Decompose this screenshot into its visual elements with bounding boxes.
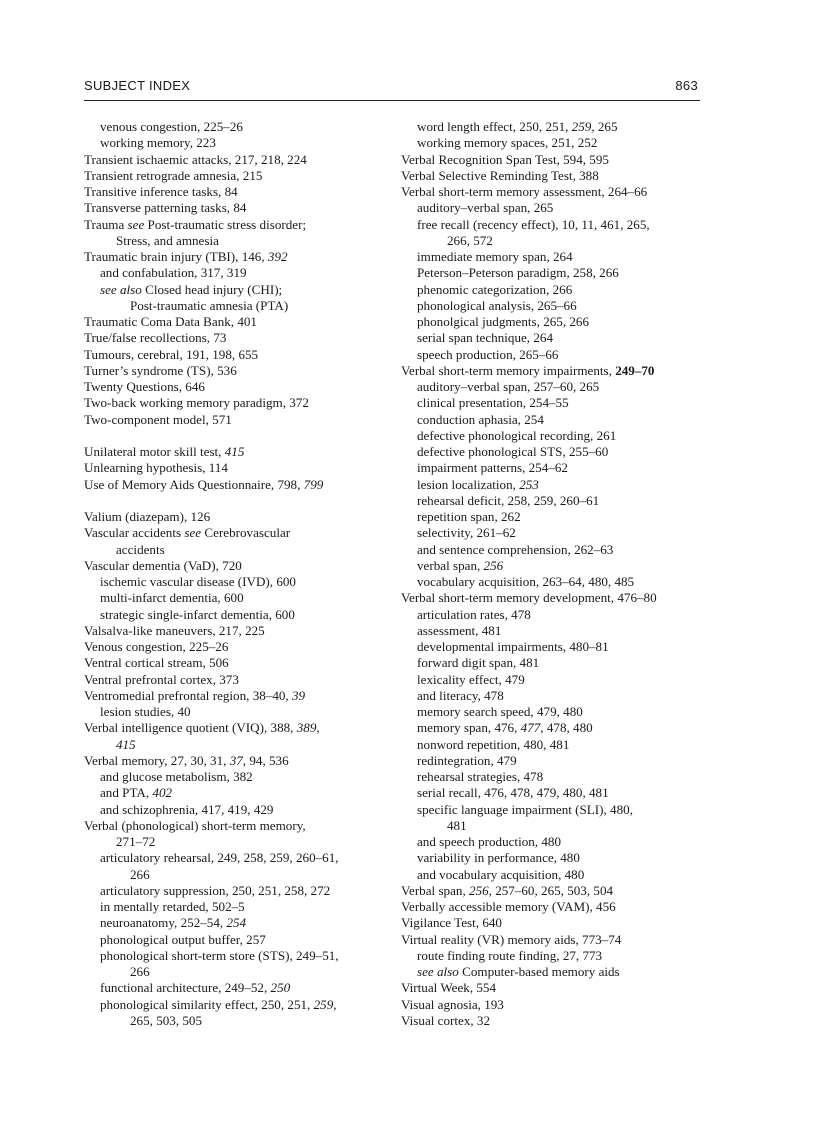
entry-text: verbal span,	[417, 557, 484, 573]
entry-text: phonolgical judgments, 265, 266	[417, 314, 590, 329]
index-subentry	[401, 558, 711, 574]
index-subentry	[401, 298, 711, 314]
entry-text: phenomic categorization, 266	[417, 281, 573, 297]
index-subentry	[401, 785, 711, 801]
entry-text: Verbal short-term memory development, 476–80	[401, 590, 657, 606]
entry-text: Unlearning hypothesis, 114	[84, 460, 228, 476]
entry-text: Transient ischaemic attacks, 217, 218, 224	[84, 151, 307, 167]
index-subentry	[84, 802, 394, 818]
index-entry	[84, 249, 394, 265]
index-subentry	[401, 769, 711, 785]
index-entry	[84, 720, 394, 736]
index-entry	[84, 460, 394, 476]
entry-text: Ventral prefrontal cortex, 373	[84, 671, 239, 687]
entry-text: Verbal Selective Reminding Test, 388	[401, 167, 599, 183]
entry-text: and schizophrenia, 417, 419, 429	[100, 801, 274, 817]
index-subentry	[401, 964, 711, 980]
index-subentry	[401, 802, 711, 818]
index-subentry	[401, 623, 711, 639]
index-subentry	[401, 542, 711, 558]
entry-text: Traumatic Coma Data Bank, 401	[84, 314, 257, 329]
entry-text: auditory–verbal span, 265	[417, 200, 554, 216]
index-subentry	[401, 282, 711, 298]
entry-text: 392	[267, 249, 288, 264]
entry-text: rehearsal deficit, 258, 259, 260–61	[417, 492, 600, 508]
entry-text: see	[127, 216, 145, 232]
entry-text: 266, 572	[447, 232, 493, 248]
index-subentry	[401, 655, 711, 671]
entry-text: 266	[130, 866, 150, 882]
index-subentry	[401, 850, 711, 866]
entry-text: Virtual Week, 554	[401, 980, 497, 996]
entry-text: Verbal short-term memory assessment, 264–66	[401, 184, 648, 199]
entry-text: 799	[303, 476, 324, 492]
header-rule	[84, 100, 700, 101]
index-entry	[401, 932, 711, 948]
entry-text: True/false recollections, 73	[84, 330, 227, 346]
entry-text: , 94, 536	[242, 752, 289, 768]
index-subentry	[401, 493, 711, 509]
entry-text: free recall (recency effect), 10, 11, 461, 265,	[417, 216, 650, 232]
index-entry	[84, 168, 394, 184]
index-subentry	[84, 948, 394, 964]
letter-group-gap	[84, 493, 394, 509]
index-entry-continuation	[84, 737, 394, 753]
index-entry	[401, 997, 711, 1013]
index-subentry	[401, 200, 711, 216]
index-entry	[84, 379, 394, 395]
entry-text: nonword repetition, 480, 481	[417, 736, 570, 752]
entry-text: Vigilance Test, 640	[401, 915, 502, 931]
entry-text: 402	[152, 785, 173, 801]
index-subentry	[401, 119, 711, 135]
index-entry	[401, 883, 711, 899]
entry-text: 249–70	[615, 362, 655, 378]
entry-text: strategic single-infarct dementia, 600	[100, 606, 295, 622]
entry-text: Vascular accidents	[84, 525, 185, 541]
index-subentry	[84, 119, 394, 135]
index-entry-continuation	[401, 818, 711, 834]
entry-text: Venous congestion, 225–26	[84, 639, 229, 654]
entry-text: working memory spaces, 251, 252	[417, 135, 598, 151]
entry-text: 256	[469, 882, 489, 898]
entry-text: Valium (diazepam), 126	[84, 509, 211, 524]
page-number: 863	[675, 78, 698, 93]
entry-text: 266	[130, 964, 150, 979]
entry-text: rehearsal strategies, 478	[417, 769, 544, 784]
entry-text: Verbal intelligence quotient (VIQ), 388,	[84, 720, 297, 736]
entry-text: lesion studies, 40	[100, 704, 191, 719]
entry-text: see also	[100, 281, 142, 297]
entry-text: memory search speed, 479, 480	[417, 704, 583, 719]
index-entry	[84, 363, 394, 379]
index-subentry	[401, 249, 711, 265]
entry-text: memory span, 476,	[417, 720, 521, 736]
index-subentry	[401, 428, 711, 444]
entry-text: 254	[226, 915, 247, 931]
entry-text: phonological output buffer, 257	[100, 931, 266, 947]
index-entry	[401, 184, 711, 200]
entry-text: and confabulation, 317, 319	[100, 265, 247, 281]
entry-text: 39	[291, 687, 306, 703]
entry-text: Cerebrovascular	[201, 525, 291, 541]
entry-text: Tumours, cerebral, 191, 198, 655	[84, 346, 259, 362]
entry-text: and vocabulary acquisition, 480	[417, 866, 585, 882]
entry-text: and speech production, 480	[417, 834, 561, 849]
letter-group-gap	[84, 428, 394, 444]
entry-text: Verbally accessible memory (VAM), 456	[401, 899, 616, 914]
entry-text: 265, 503, 505	[130, 1012, 203, 1028]
entry-text: specific language impairment (SLI), 480,	[417, 801, 633, 817]
index-subentry	[401, 347, 711, 363]
entry-text: Valsalva-like maneuvers, 217, 225	[84, 622, 265, 638]
index-subentry	[84, 135, 394, 151]
index-subentry	[84, 850, 394, 866]
index-subentry	[401, 412, 711, 428]
entry-text: Peterson–Peterson paradigm, 258, 266	[417, 265, 619, 281]
entry-text: Post-traumatic stress disorder;	[144, 216, 307, 232]
index-subentry	[84, 899, 394, 915]
entry-text: 415	[224, 444, 245, 459]
index-subentry	[401, 314, 711, 330]
entry-text: defective phonological recording, 261	[417, 427, 617, 443]
entry-text: 415	[116, 736, 136, 752]
entry-text: forward digit span, 481	[417, 655, 540, 671]
index-entry	[84, 152, 394, 168]
entry-text: accidents	[116, 541, 165, 557]
index-entry	[84, 655, 394, 671]
entry-text: Ventromedial prefrontal region, 38–40,	[84, 687, 292, 703]
entry-text: repetition span, 262	[417, 509, 521, 524]
index-subentry	[401, 135, 711, 151]
index-entry	[84, 558, 394, 574]
index-subentry	[401, 867, 711, 883]
entry-text: lesion localization,	[417, 476, 520, 492]
entry-text: Traumatic brain injury (TBI), 146,	[84, 249, 268, 264]
index-entry	[401, 168, 711, 184]
index-subentry	[401, 395, 711, 411]
entry-text: Two-component model, 571	[84, 411, 232, 427]
index-entry	[401, 152, 711, 168]
entry-text: 259	[571, 119, 592, 134]
index-entry	[401, 899, 711, 915]
index-subentry	[401, 834, 711, 850]
index-entry	[401, 363, 711, 379]
entry-text: , 478, 480	[540, 720, 593, 736]
entry-text: Virtual reality (VR) memory aids, 773–74	[401, 931, 622, 947]
entry-text: route finding route finding, 27, 773	[417, 947, 603, 963]
entry-text: neuroanatomy, 252–54,	[100, 915, 227, 931]
entry-text: speech production, 265–66	[417, 346, 559, 362]
entry-text: see	[184, 525, 202, 541]
index-column-left	[84, 119, 394, 1029]
entry-text: phonological short-term store (STS), 249–51,	[100, 947, 339, 963]
index-subentry	[84, 574, 394, 590]
entry-text: Computer-based memory aids	[458, 964, 620, 979]
index-entry	[401, 1013, 711, 1029]
index-subentry	[401, 330, 711, 346]
index-entry	[84, 217, 394, 233]
entry-text: selectivity, 261–62	[417, 525, 516, 541]
entry-text: in mentally retarded, 502–5	[100, 899, 245, 914]
entry-text: articulation rates, 478	[417, 606, 531, 622]
entry-text: and sentence comprehension, 262–63	[417, 541, 614, 557]
index-subentry	[84, 785, 394, 801]
entry-text: Verbal short-term memory impairments,	[401, 362, 616, 378]
index-subentry	[84, 883, 394, 899]
index-entry-continuation	[401, 233, 711, 249]
index-entry	[401, 915, 711, 931]
index-subentry	[401, 948, 711, 964]
index-subentry	[401, 574, 711, 590]
index-subentry	[401, 460, 711, 476]
entry-text: word length effect, 250, 251,	[417, 119, 572, 134]
index-entry	[84, 395, 394, 411]
entry-text: developmental impairments, 480–81	[417, 639, 609, 654]
entry-text: Use of Memory Aids Questionnaire, 798,	[84, 476, 304, 492]
index-subentry	[401, 737, 711, 753]
entry-text: Unilateral motor skill test,	[84, 444, 225, 459]
index-subentry	[84, 265, 394, 281]
index-subentry	[401, 217, 711, 233]
index-entry	[84, 639, 394, 655]
index-entry-continuation	[84, 834, 394, 850]
index-subentry	[84, 915, 394, 931]
entry-text: Twenty Questions, 646	[84, 379, 205, 394]
index-subentry	[401, 477, 711, 493]
entry-text: Transitive inference tasks, 84	[84, 184, 238, 199]
index-entry	[84, 753, 394, 769]
index-subentry	[401, 379, 711, 395]
index-entry	[84, 314, 394, 330]
index-subentry	[84, 997, 394, 1013]
entry-text: and glucose metabolism, 382	[100, 769, 253, 784]
entry-text: Verbal (phonological) short-term memory,	[84, 817, 306, 833]
entry-text: Visual cortex, 32	[401, 1012, 491, 1028]
entry-text: auditory–verbal span, 257–60, 265	[417, 379, 600, 394]
index-subentry	[401, 444, 711, 460]
entry-text: Vascular dementia (VaD), 720	[84, 557, 242, 573]
entry-text: Transverse patterning tasks, 84	[84, 200, 247, 216]
index-column-right	[401, 119, 711, 1029]
entry-text: Visual agnosia, 193	[401, 996, 504, 1012]
entry-text: Closed head injury (CHI);	[141, 281, 283, 297]
index-entry	[84, 330, 394, 346]
entry-text: lexicality effect, 479	[417, 671, 525, 687]
index-subentry	[84, 607, 394, 623]
entry-text: Turner’s syndrome (TS), 536	[84, 362, 237, 378]
running-header	[84, 76, 700, 98]
entry-text: and PTA,	[100, 785, 153, 801]
entry-text: clinical presentation, 254–55	[417, 395, 569, 411]
entry-text: Two-back working memory paradigm, 372	[84, 395, 309, 411]
entry-text: assessment, 481	[417, 622, 502, 638]
entry-text: Verbal memory, 27, 30, 31,	[84, 752, 230, 768]
entry-text: defective phonological STS, 255–60	[417, 444, 609, 459]
index-entry	[401, 590, 711, 606]
entry-text: 477	[520, 720, 541, 736]
index-entry	[401, 980, 711, 996]
entry-text: impairment patterns, 254–62	[417, 460, 568, 476]
entry-text: phonological similarity effect, 250, 251,	[100, 996, 314, 1012]
index-subentry	[84, 932, 394, 948]
index-entry-continuation	[84, 1013, 394, 1029]
index-entry-continuation	[84, 867, 394, 883]
entry-text: 256	[483, 557, 504, 573]
entry-text: ischemic vascular disease (IVD), 600	[100, 574, 296, 589]
entry-text: Post-traumatic amnesia (PTA)	[130, 297, 289, 313]
index-entry-continuation	[84, 233, 394, 249]
entry-text: Verbal span,	[401, 882, 469, 898]
entry-text: multi-infarct dementia, 600	[100, 590, 244, 606]
index-entry	[84, 347, 394, 363]
index-entry	[84, 623, 394, 639]
entry-text: variability in performance, 480	[417, 850, 580, 866]
entry-text: 37	[229, 752, 243, 768]
index-entry-continuation	[84, 298, 394, 314]
entry-text: , 257–60, 265, 503, 504	[488, 882, 614, 898]
index-entry	[84, 672, 394, 688]
entry-text: ,	[333, 996, 337, 1012]
entry-text: and literacy, 478	[417, 687, 504, 703]
index-entry	[84, 818, 394, 834]
entry-text: Stress, and amnesia	[116, 232, 219, 248]
entry-text: functional architecture, 249–52,	[100, 980, 271, 996]
index-subentry	[401, 753, 711, 769]
entry-text: phonological analysis, 265–66	[417, 297, 577, 313]
entry-text: serial recall, 476, 478, 479, 480, 481	[417, 785, 609, 801]
entry-text: , 265	[591, 119, 618, 134]
entry-text: 271–72	[116, 834, 156, 849]
index-entry	[84, 525, 394, 541]
index-entry	[84, 509, 394, 525]
entry-text: 481	[447, 817, 467, 833]
entry-text: Verbal Recognition Span Test, 594, 595	[401, 151, 609, 167]
index-subentry	[401, 509, 711, 525]
index-subentry	[401, 672, 711, 688]
entry-text: Transient retrograde amnesia, 215	[84, 167, 263, 183]
index-subentry	[84, 980, 394, 996]
index-entry-continuation	[84, 542, 394, 558]
index-subentry	[401, 265, 711, 281]
index-entry	[84, 477, 394, 493]
entry-text: 389	[296, 720, 317, 736]
entry-text: Trauma	[84, 216, 128, 232]
index-subentry	[401, 688, 711, 704]
index-entry	[84, 444, 394, 460]
index-subentry	[84, 769, 394, 785]
index-subentry	[401, 704, 711, 720]
entry-text: articulatory suppression, 250, 251, 258, 272	[100, 882, 331, 898]
index-subentry	[401, 720, 711, 736]
index-subentry	[84, 704, 394, 720]
index-entry	[84, 412, 394, 428]
index-subentry	[84, 590, 394, 606]
entry-text: 253	[519, 476, 539, 492]
entry-text: 259	[313, 996, 334, 1012]
entry-text: immediate memory span, 264	[417, 249, 573, 264]
entry-text: 250	[270, 980, 291, 996]
index-entry	[84, 688, 394, 704]
entry-text: redintegration, 479	[417, 752, 517, 768]
index-subentry	[401, 525, 711, 541]
entry-text: conduction aphasia, 254	[417, 411, 544, 427]
entry-text: working memory, 223	[100, 135, 216, 151]
index-subentry	[84, 282, 394, 298]
entry-text: vocabulary acquisition, 263–64, 480, 485	[417, 574, 635, 589]
index-subentry	[401, 639, 711, 655]
section-title: SUBJECT INDEX	[84, 78, 191, 93]
entry-text: see also	[417, 964, 459, 979]
entry-text: Ventral cortical stream, 506	[84, 655, 229, 671]
index-entry	[84, 200, 394, 216]
entry-text: venous congestion, 225–26	[100, 119, 243, 134]
index-entry	[84, 184, 394, 200]
entry-text: articulatory rehearsal, 249, 258, 259, 260–61,	[100, 850, 339, 866]
entry-text: serial span technique, 264	[417, 330, 553, 346]
index-subentry	[401, 607, 711, 623]
entry-text: ,	[316, 720, 320, 736]
index-entry-continuation	[84, 964, 394, 980]
